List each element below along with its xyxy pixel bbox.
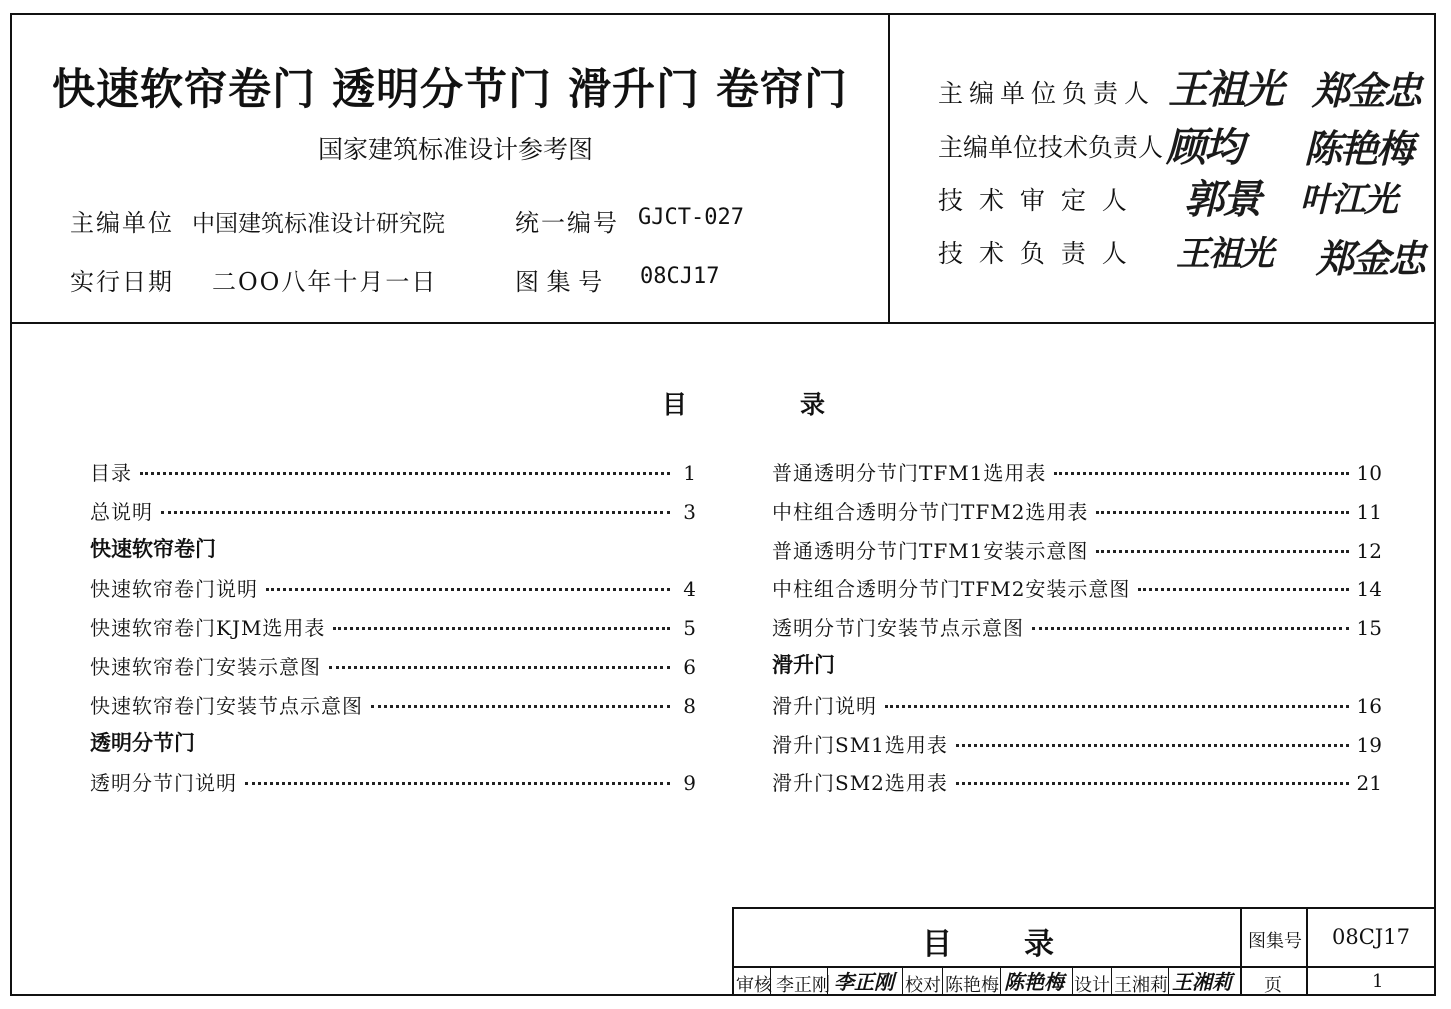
design-name: 王湘莉 bbox=[1114, 975, 1168, 996]
signature-role-1: 主编单位负责人 bbox=[938, 79, 1156, 108]
toc-entry-page: 19 bbox=[1356, 732, 1382, 757]
toc-entry-label: 快速软帘卷门安装示意图 bbox=[90, 655, 321, 679]
signature-role-4: 技 术 负 责 人 bbox=[938, 239, 1131, 268]
handwritten-signature: 郑金忠 bbox=[1312, 68, 1421, 113]
toc-leader-dots bbox=[956, 744, 1349, 747]
title-block-cell-divider bbox=[1168, 966, 1169, 996]
toc-entry[interactable] bbox=[90, 612, 696, 641]
toc-entry[interactable] bbox=[90, 651, 696, 677]
title-block-title-left: 目 bbox=[922, 927, 952, 962]
toc-entry-label: 透明分节门安装节点示意图 bbox=[772, 616, 1024, 641]
handwritten-signature: 郑金忠 bbox=[1316, 236, 1425, 281]
toc-entry-label: 透明分节门说明 bbox=[90, 771, 237, 796]
toc-entry[interactable] bbox=[772, 690, 1382, 716]
toc-section-heading: 快速软帘卷门 bbox=[90, 536, 216, 561]
toc-entry-page: 5 bbox=[683, 616, 696, 641]
toc-leader-dots bbox=[333, 627, 670, 630]
review-label: 审核 bbox=[736, 975, 772, 996]
design-signature: 王湘莉 bbox=[1172, 970, 1232, 994]
title-block-atlas-label: 图集号 bbox=[1248, 931, 1302, 952]
toc-entry[interactable] bbox=[772, 496, 1382, 522]
toc-entry-page: 9 bbox=[683, 771, 696, 796]
toc-entry[interactable] bbox=[772, 612, 1382, 641]
toc-entry-label: 快速软帘卷门说明 bbox=[90, 577, 258, 602]
atlas-value: 08CJ17 bbox=[640, 264, 720, 289]
page-title: 快速软帘卷门 透明分节门 滑升门 卷帘门 bbox=[52, 65, 848, 115]
toc-entry[interactable] bbox=[772, 767, 1382, 796]
toc-leader-dots bbox=[956, 782, 1349, 785]
toc-entry[interactable] bbox=[90, 457, 696, 483]
toc-leader-dots bbox=[245, 782, 670, 785]
toc-entry-label: 普通透明分节门TFM1安装示意图 bbox=[772, 538, 1089, 563]
toc-heading-right: 录 bbox=[800, 390, 826, 419]
title-block-divider bbox=[1240, 907, 1242, 996]
toc-entry-page: 6 bbox=[683, 655, 696, 679]
toc-entry-label: 快速软帘卷门KJM选用表 bbox=[90, 616, 326, 641]
toc-entry-page: 12 bbox=[1356, 538, 1382, 563]
toc-entry-label: 滑升门SM1选用表 bbox=[772, 732, 948, 757]
handwritten-signature: 陈艳梅 bbox=[1304, 126, 1413, 171]
toc-leader-dots bbox=[371, 705, 670, 708]
toc-entry-label: 目录 bbox=[90, 461, 132, 485]
check-name: 陈艳梅 bbox=[945, 975, 999, 996]
toc-entry-label: 普通透明分节门TFM1选用表 bbox=[772, 461, 1047, 485]
serial-value: GJCT-027 bbox=[638, 205, 744, 230]
toc-heading-left: 目 bbox=[662, 390, 688, 419]
toc-section-heading: 滑升门 bbox=[772, 653, 835, 677]
handwritten-signature: 叶江光 bbox=[1300, 180, 1396, 220]
title-block-title-right: 录 bbox=[1024, 927, 1054, 962]
serial-label: 统一编号 bbox=[515, 209, 619, 237]
toc-entry-page: 4 bbox=[683, 577, 696, 602]
header-vertical-divider bbox=[888, 13, 890, 323]
header-divider bbox=[10, 322, 1436, 324]
toc-leader-dots bbox=[266, 588, 670, 591]
title-block-cell-divider bbox=[1111, 966, 1112, 996]
toc-entry-label: 快速软帘卷门安装节点示意图 bbox=[90, 693, 363, 718]
toc-entry-label: 滑升门SM2选用表 bbox=[772, 771, 948, 796]
title-block-cell-divider bbox=[942, 966, 943, 996]
handwritten-signature: 王祖光 bbox=[1168, 66, 1282, 113]
toc-leader-dots bbox=[140, 472, 670, 475]
editor-unit-label: 主编单位 bbox=[70, 209, 174, 237]
toc-entry[interactable] bbox=[772, 457, 1382, 483]
handwritten-signature: 顾均 bbox=[1166, 124, 1242, 171]
page-number: 1 bbox=[1372, 971, 1384, 992]
atlas-label: 图 集 号 bbox=[515, 268, 603, 296]
check-signature: 陈艳梅 bbox=[1004, 970, 1064, 994]
toc-entry[interactable] bbox=[90, 767, 696, 796]
toc-entry-page: 3 bbox=[683, 499, 696, 524]
title-block-left-border bbox=[732, 907, 734, 996]
check-label: 校对 bbox=[905, 975, 941, 996]
title-block-cell-divider bbox=[902, 966, 903, 996]
toc-entry-page: 11 bbox=[1356, 499, 1382, 524]
title-block-divider bbox=[1306, 907, 1308, 996]
toc-entry[interactable] bbox=[90, 690, 696, 716]
toc-entry[interactable] bbox=[772, 573, 1382, 602]
toc-entry[interactable] bbox=[772, 535, 1382, 561]
design-label: 设计 bbox=[1074, 975, 1110, 996]
toc-leader-dots bbox=[885, 705, 1349, 708]
handwritten-signature: 王祖光 bbox=[1176, 234, 1272, 274]
toc-entry-page: 1 bbox=[683, 461, 696, 485]
toc-entry-page: 10 bbox=[1356, 461, 1382, 485]
toc-leader-dots bbox=[1096, 511, 1348, 514]
toc-entry[interactable] bbox=[772, 729, 1382, 755]
page-subtitle: 国家建筑标准设计参考图 bbox=[318, 135, 594, 164]
toc-leader-dots bbox=[329, 666, 670, 669]
toc-entry-label: 总说明 bbox=[90, 499, 153, 524]
toc-leader-dots bbox=[161, 511, 670, 514]
toc-entry-label: 中柱组合透明分节门TFM2选用表 bbox=[772, 499, 1089, 524]
toc-leader-dots bbox=[1032, 627, 1349, 630]
toc-entry[interactable] bbox=[90, 496, 696, 522]
toc-entry[interactable] bbox=[90, 573, 696, 602]
toc-leader-dots bbox=[1054, 472, 1348, 475]
title-block-cell-divider bbox=[1072, 966, 1073, 996]
toc-entry-page: 21 bbox=[1356, 771, 1382, 796]
review-signature: 李正刚 bbox=[834, 970, 894, 994]
review-name: 李正刚 bbox=[776, 975, 830, 996]
date-value: 二OO八年十月一日 bbox=[212, 268, 438, 296]
title-block-cell-divider bbox=[1000, 966, 1001, 996]
page-label: 页 bbox=[1264, 975, 1282, 996]
toc-entry-page: 16 bbox=[1356, 693, 1382, 718]
editor-unit-value: 中国建筑标准设计研究院 bbox=[192, 211, 445, 237]
handwritten-signature: 郭景 bbox=[1184, 176, 1260, 223]
title-block-top-border bbox=[732, 907, 1436, 909]
toc-section-heading: 透明分节门 bbox=[90, 730, 195, 755]
signature-role-3: 技 术 审 定 人 bbox=[938, 186, 1131, 215]
date-label: 实行日期 bbox=[70, 268, 174, 296]
toc-entry-page: 8 bbox=[683, 693, 696, 718]
toc-entry-label: 滑升门说明 bbox=[772, 693, 877, 718]
toc-entry-page: 14 bbox=[1356, 577, 1382, 602]
toc-leader-dots bbox=[1138, 588, 1348, 591]
title-block-atlas-value: 08CJ17 bbox=[1332, 925, 1410, 949]
signature-role-2: 主编单位技术负责人 bbox=[938, 133, 1164, 162]
toc-leader-dots bbox=[1096, 550, 1348, 553]
toc-entry-label: 中柱组合透明分节门TFM2安装示意图 bbox=[772, 577, 1131, 602]
toc-entry-page: 15 bbox=[1356, 616, 1382, 641]
